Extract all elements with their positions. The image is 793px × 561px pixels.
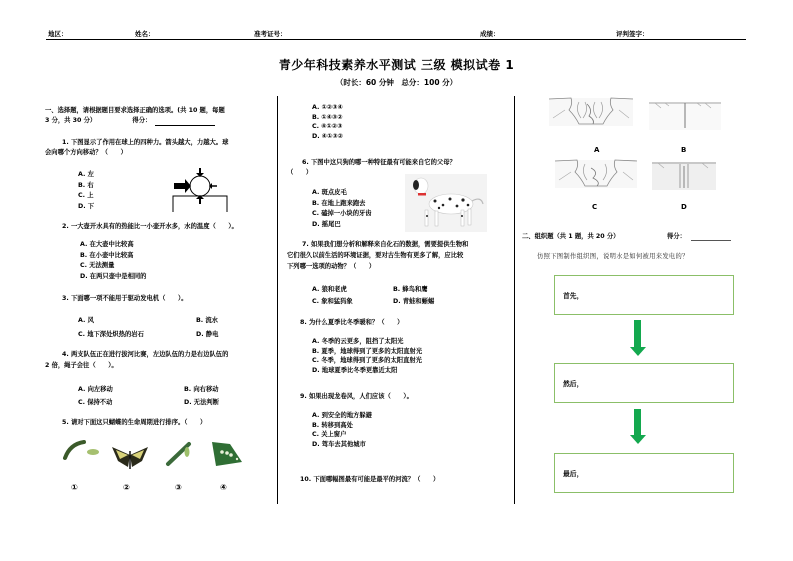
q5-text: 5. 请对下面这只蝴蝶的生命周期进行排序。（ ） (62, 419, 207, 426)
q1-option-a[interactable]: A. 左 (78, 171, 94, 178)
q9-text: 9. 如果出现龙卷风，人们应该（ ）。 (300, 393, 413, 400)
q5-options (312, 103, 343, 141)
name-field-label: 姓名： (135, 30, 155, 38)
q8-option-c[interactable]: C. 冬季，地球得到了更多的太阳直射光 (312, 357, 422, 364)
q2-option-c[interactable]: C. 无法测量 (80, 262, 115, 269)
flow-arrow-2-icon (630, 435, 646, 444)
chrysalis-image (165, 440, 195, 468)
q1-text-2: 会向哪个方向移动？（ ） (45, 149, 127, 156)
q7-text-2: 它们很久以前生活的环境证据，要对古生物有更多了解，应比较 (287, 252, 464, 259)
section2-score-field[interactable] (691, 240, 731, 241)
q1-option-d[interactable]: D. 下 (78, 202, 95, 210)
river-diagram-a (549, 96, 633, 128)
q6-option-d[interactable]: D. 摇尾巴 (312, 220, 341, 228)
q5-image-label-2: ② (123, 483, 130, 492)
score-field-label: 成绩： (480, 30, 500, 38)
q2-option-d[interactable]: D. 在两只壶中是相同的 (80, 272, 147, 280)
section2-score-label: 得分： (667, 233, 686, 240)
q8-text: 8. 为什么夏季比冬季暖和？（ ） (300, 319, 404, 326)
q7-option-a[interactable]: A. 狼和老虎 (312, 286, 347, 293)
q8-option-a[interactable]: A. 冬季的云更多，阻挡了太阳光 (312, 338, 404, 345)
section1-heading-2: 3 分，共 30 分） 得分： (45, 116, 215, 126)
q5-option-a[interactable]: A. ①②③④ (312, 104, 343, 111)
q3-option-c[interactable]: C. 地下深处炽热的岩石 (78, 331, 144, 338)
q8-option-d[interactable]: D. 地球夏季比冬季更靠近太阳 (312, 366, 398, 374)
flow-box-first[interactable] (554, 275, 734, 315)
q5-option-b[interactable]: B. ①④③② (312, 113, 343, 121)
q4-text-2: 2 倍，绳子会往（ ）。 (45, 362, 118, 369)
q6-option-b[interactable]: B. 在地上跑来跑去 (312, 199, 366, 207)
q8-option-b[interactable]: B. 夏季，地球得到了更多的太阳直射光 (312, 347, 423, 355)
river-label-d: D (681, 203, 687, 211)
q9-option-a[interactable]: A. 到安全的地方躲避 (312, 412, 372, 419)
flow-arrow-1-shaft (634, 320, 641, 347)
eggs-on-leaf-image (210, 440, 244, 470)
river-diagram-d (652, 160, 716, 190)
flow-arrow-1-icon (630, 347, 646, 356)
q5-option-c[interactable]: C. ④①②③ (312, 123, 343, 130)
q3-option-b[interactable]: B. 流水 (196, 317, 218, 324)
q5-image-label-4: ④ (220, 483, 227, 492)
river-label-b: B (681, 146, 687, 154)
q3-option-a[interactable]: A. 风 (78, 317, 94, 324)
section1-heading: 一、选择题，请根据题目要求选择正确的选项。(共 10 题，每题 (45, 107, 225, 114)
q3-text: 3. 下面哪一项不能用于驱动发电机（ ）。 (62, 295, 188, 302)
section2-prompt: 仿照下图制作组织图，说明水是如何被用来发电的？ (537, 253, 689, 260)
q7-text: 7. 如果我们想分析和解释来自化石的数据，需要提供生物和 (302, 241, 469, 248)
q9-option-b[interactable]: B. 转移到高处 (312, 421, 353, 429)
q2-option-b[interactable]: B. 在小壶中比较高 (80, 251, 134, 259)
q5-image-label-3: ③ (175, 483, 182, 492)
butterfly-image (110, 441, 150, 473)
column-divider-2 (514, 96, 515, 504)
flow-box-then-label: 然后， (563, 380, 584, 388)
q3-option-d[interactable]: D. 静电 (196, 331, 219, 338)
flow-box-finally[interactable] (554, 453, 734, 493)
flow-box-then[interactable] (554, 363, 734, 403)
q8-options (312, 337, 422, 375)
q6-text: 6. 下图中这只狗的哪一种特征最有可能来自它的父母？ (302, 159, 456, 166)
flow-arrow-2-shaft (634, 409, 641, 435)
column-divider-1 (277, 96, 278, 504)
force-diagram-image (160, 162, 240, 214)
q6-options (312, 188, 372, 230)
q2-text: 2. 一大壶开水具有的热能比一小壶开水多，水的温度（ ）。 (62, 223, 238, 230)
grader-signature-field-label: 评判签字： (616, 30, 649, 38)
page-subtitle: （时长：60 分钟 总分：100 分） (335, 78, 458, 87)
q7-option-b[interactable]: B. 蜂鸟和鹰 (393, 286, 428, 293)
q4-option-d[interactable]: D. 无法判断 (184, 399, 219, 406)
q1-option-b[interactable]: B. 右 (78, 181, 94, 189)
header-divider (46, 39, 746, 40)
q7-option-c[interactable]: C. 象和猛犸象 (312, 298, 353, 305)
q9-options (312, 411, 372, 449)
flow-box-first-label: 首先， (563, 292, 584, 300)
river-label-a: A (594, 146, 600, 154)
river-label-c: C (592, 203, 598, 211)
q6-option-c[interactable]: C. 磕掉一小块的牙齿 (312, 210, 372, 217)
q7-option-d[interactable]: D. 青蛙和蜥蜴 (393, 298, 435, 305)
q10-text: 10. 下面哪幅图最有可能是最平的河流？（ ） (300, 476, 440, 483)
q9-option-d[interactable]: D. 驾车去其他城市 (312, 440, 366, 448)
q2-option-a[interactable]: A. 在大壶中比较高 (80, 241, 134, 248)
q7-text-3: 下列哪一选项的动物？（ ） (287, 263, 376, 270)
q4-text: 4. 两支队伍正在进行拔河比赛，左边队伍的力是右边队伍的 (62, 351, 229, 358)
section2-heading: 二、组织题（共 1 题，共 20 分） (522, 233, 620, 240)
q4-option-c[interactable]: C. 保持不动 (78, 399, 113, 406)
q5-image-label-1: ① (71, 483, 78, 492)
flow-box-finally-label: 最后， (563, 470, 584, 478)
river-diagram-c (555, 158, 637, 188)
section1-score-label: 得分： (132, 117, 152, 124)
section1-score-field[interactable] (155, 117, 215, 126)
caterpillar-image (62, 438, 102, 462)
q6-text-2: （ ） (287, 169, 313, 176)
q1-option-c[interactable]: C. 上 (78, 192, 94, 199)
q9-option-c[interactable]: C. 关上窗户 (312, 431, 347, 438)
region-field-label: 地区： (48, 30, 68, 38)
dalmatian-dog-image (405, 174, 487, 232)
q1-options (78, 170, 94, 212)
river-diagram-b (649, 100, 721, 130)
exam-number-field-label: 准考证号： (254, 30, 287, 38)
q4-option-b[interactable]: B. 向右移动 (184, 386, 219, 393)
q5-option-d[interactable]: D. ④①③② (312, 132, 344, 140)
q4-option-a[interactable]: A. 向左移动 (78, 386, 113, 393)
q1-text: 1. 下图显示了作用在球上的四种力。箭头越大，力越大。球 (62, 139, 229, 146)
q2-options (80, 240, 146, 282)
page-title: 青少年科技素养水平测试 三级 模拟试卷 1 (278, 58, 515, 72)
q6-option-a[interactable]: A. 斑点皮毛 (312, 189, 347, 196)
